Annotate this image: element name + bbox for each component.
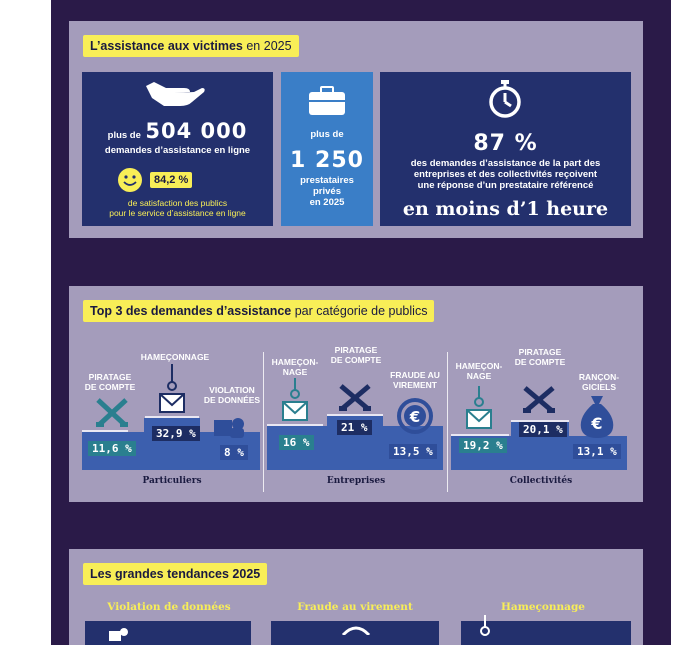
briefcase-icon — [308, 86, 346, 116]
trends-title-text: Les grandes tendances 2025 — [90, 567, 261, 581]
phishing-hook-icon — [477, 615, 493, 645]
providers-prefix: plus de — [310, 129, 344, 140]
satisfaction-caption-2: pour le service d’assistance en ligne — [109, 208, 246, 218]
top3-panel — [69, 286, 643, 502]
providers-caption-1: prestataires — [300, 175, 354, 186]
group-separator — [447, 352, 448, 492]
group-name: Collectivités — [509, 476, 573, 486]
providers-card — [281, 72, 373, 226]
group-separator — [263, 352, 264, 492]
phishing-hook-icon — [158, 364, 186, 418]
providers-caption-2: privés — [313, 186, 341, 197]
trend-title-data-breach: Violation de données — [107, 601, 231, 613]
pirate-swords-icon — [521, 384, 557, 416]
online-requests-card — [82, 72, 273, 226]
data-breach-icon — [212, 414, 248, 442]
category-label: HAMEÇON- NAGE — [271, 357, 319, 377]
group-collectivites — [451, 286, 631, 502]
category-value: 21 % — [337, 420, 372, 435]
category-value: 32,9 % — [152, 426, 200, 441]
phishing-hook-icon — [281, 378, 309, 424]
svg-text:€: € — [591, 414, 603, 433]
satisfaction-caption-1: de satisfaction des publics — [127, 198, 228, 208]
providers-value: 1 250 — [290, 148, 364, 173]
category-label: FRAUDE AU VIREMENT — [390, 370, 440, 390]
category-value: 19,2 % — [459, 438, 507, 453]
response-time-caption-2: entreprises et des collectivités reçoivent — [413, 169, 598, 180]
trend-title-transfer-fraud: Fraude au virement — [297, 601, 413, 613]
phishing-hook-icon — [465, 386, 493, 432]
group-entreprises — [267, 286, 445, 502]
category-value: 20,1 % — [519, 422, 567, 437]
category-value: 8 % — [220, 445, 248, 460]
response-time-value: 87 % — [473, 131, 538, 156]
trend-title-phishing: Hameçonnage — [500, 601, 585, 613]
category-label: PIRATAGE DE COMPTE — [84, 372, 136, 392]
response-time-caption-1: des demandes d’assistance de la part des — [410, 158, 601, 169]
pirate-swords-icon — [337, 382, 373, 414]
category-label: VIOLATION DE DONNÉES — [203, 385, 261, 405]
assistance-panel — [69, 21, 643, 238]
trend-card — [461, 621, 631, 645]
top3-title-main: Top 3 des demandes d’assistance — [90, 304, 292, 318]
category-label: PIRATAGE DE COMPTE — [514, 347, 566, 367]
data-breach-icon — [109, 627, 129, 641]
category-label: HAMEÇON- NAGE — [455, 361, 503, 381]
hand-icon — [144, 78, 206, 110]
category-value: 13,1 % — [573, 444, 621, 459]
ransom-bag-icon — [577, 394, 617, 440]
trends-title — [83, 563, 267, 585]
response-time-card — [380, 72, 631, 226]
online-requests-value-line — [82, 119, 273, 143]
assistance-title — [83, 35, 299, 57]
response-time-caption-3: une réponse d’un prestataire référencé — [417, 180, 594, 191]
stopwatch-icon — [487, 80, 523, 118]
category-value: 11,6 % — [88, 441, 136, 456]
group-name: Entreprises — [326, 476, 386, 486]
online-requests-value: 504 000 — [145, 119, 248, 143]
assistance-title-main: L’assistance aux victimes — [90, 39, 243, 53]
euro-transfer-icon — [395, 396, 435, 436]
response-time-highlight: en moins d’1 heure — [402, 198, 609, 220]
category-value: 13,5 % — [389, 444, 437, 459]
group-particuliers — [82, 286, 262, 502]
smiley-icon — [117, 167, 143, 193]
svg-text:€: € — [409, 408, 421, 426]
page-background — [51, 0, 671, 645]
online-requests-prefix: plus de — [107, 130, 141, 141]
top3-title-rest: par catégorie de publics — [294, 304, 428, 318]
providers-caption-3: en 2025 — [309, 197, 345, 208]
pirate-swords-icon — [94, 396, 130, 430]
category-value: 16 % — [279, 435, 314, 450]
trend-card — [271, 621, 439, 645]
online-requests-caption: demandes d’assistance en ligne — [104, 145, 251, 156]
trend-card — [85, 621, 251, 645]
satisfaction-value: 84,2 % — [150, 172, 192, 188]
trends-panel — [69, 549, 643, 645]
category-label: HAMEÇONNAGE — [140, 352, 210, 362]
assistance-title-year: en 2025 — [246, 39, 292, 53]
euro-transfer-icon — [341, 625, 371, 635]
category-label: RANÇON- GICIELS — [578, 372, 620, 392]
group-name: Particuliers — [142, 476, 202, 486]
category-label: PIRATAGE DE COMPTE — [330, 345, 382, 365]
